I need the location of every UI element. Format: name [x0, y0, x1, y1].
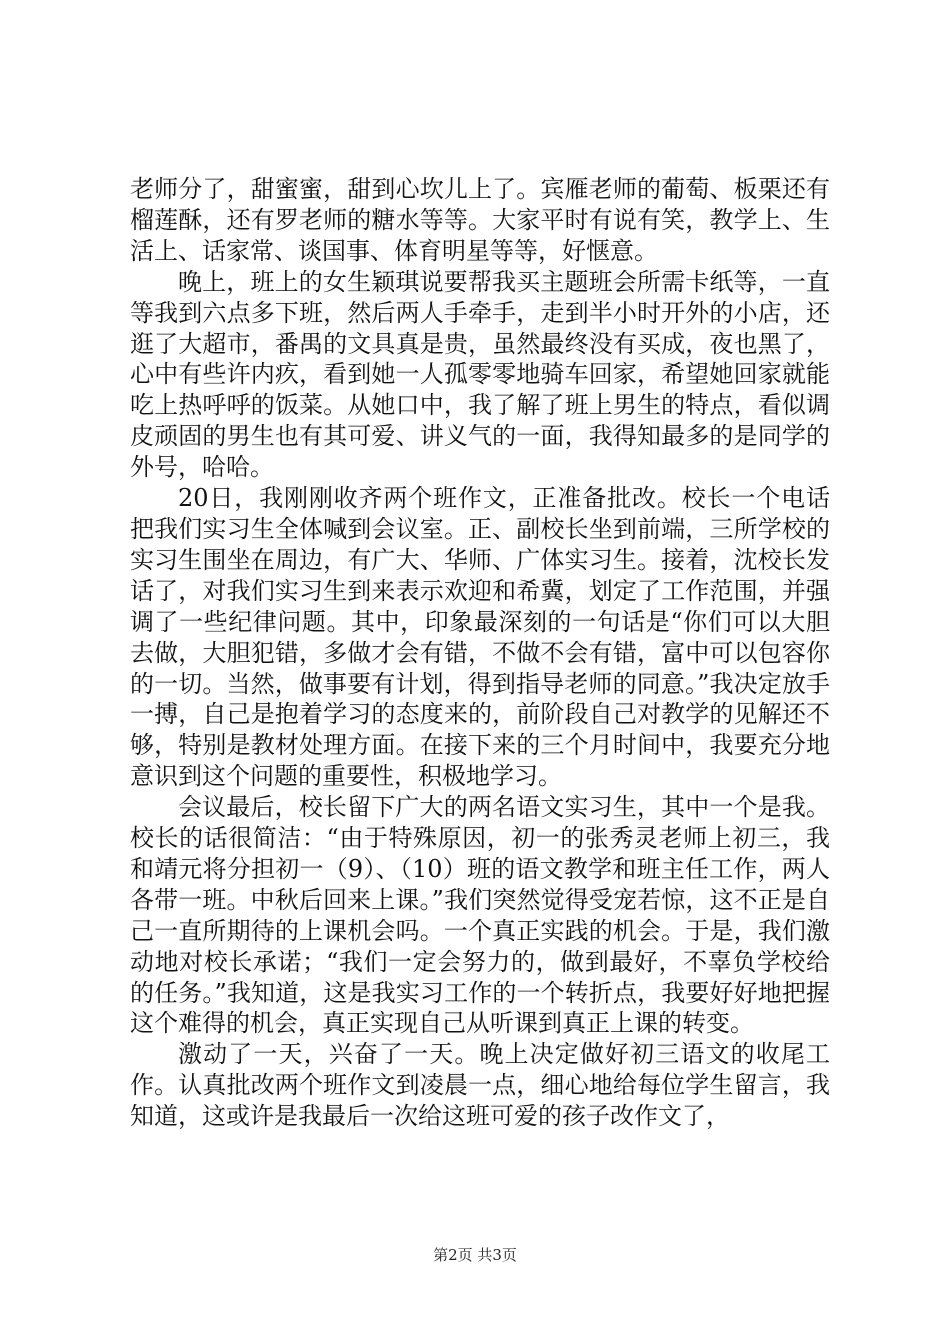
paragraph-continued: 老师分了，甜蜜蜜，甜到心坎儿上了。宾雁老师的葡萄、板栗还有榴莲酥，还有罗老师的糖水等等。大家平时有说有笑，教学上、生活上、话家常、谈国事、体育明星等等，好惬意。	[130, 175, 830, 265]
page-number-footer: 第2页 共3页	[433, 1246, 517, 1264]
paragraph-evening: 晚上，班上的女生颖琪说要帮我买主题班会所需卡纸等，一直等我到六点多下班，然后两人手牵手，走到半小时开外的小店，还逛了大超市，番禺的文具真是贵，虽然最终没有买成，夜也黑了，心中有些许内疚，看到她一人孤零零地骑车回家，希望她回家就能吃上热呼呼的饭菜。从她口中，我了解了班上男生的特点，看似调皮顽固的男生也有其可爱、讲义气的一面，我得知最多的是同学的外号，哈哈。	[130, 267, 830, 482]
paragraph-principal: 会议最后，校长留下广大的两名语文实习生，其中一个是我。校长的话很简洁：“由于特殊原因，初一的张秀灵老师上初三，我和靖元将分担初一（9）、（10）班的语文教学和班主任工作，两人各带一班。中秋后回来上课。”我们突然觉得受宠若惊，这不正是自己一直所期待的上课机会吗。一个真正实践的机会。于是，我们激动地对校长承诺；“我们一定会努力的，做到最好，不辜负学校给的任务。”我知道，这是我实习工作的一个转折点，我要好好地把握这个难得的机会，真正实现自己从听课到真正上课的转变。	[130, 793, 830, 1038]
paragraph-meeting: 20日，我刚刚收齐两个班作文，正准备批改。校长一个电话把我们实习生全体喊到会议室。正、副校长坐到前端，三所学校的实习生围坐在周边，有广大、华师、广体实习生。接着，沈校长发话了，对我们实习生到来表示欢迎和希冀，划定了工作范围，并强调了一些纪律问题。其中，印象最深刻的一句话是“你们可以大胆去做，大胆犯错，多做才会有错，不做不会有错，富中可以包容你的一切。当然，做事要有计划，得到指导老师的同意。”我决定放手一搏，自己是抱着学习的态度来的，前阶段自己对教学的见解还不够，特别是教材处理方面。在接下来的三个月时间中，我要充分地意识到这个问题的重要性，积极地学习。	[130, 484, 830, 791]
paragraph-excited: 激动了一天，兴奋了一天。晚上决定做好初三语文的收尾工作。认真批改两个班作文到凌晨一点，细心地给每位学生留言，我知道，这或许是我最后一次给这班可爱的孩子改作文了，	[130, 1040, 830, 1131]
body-text	[130, 174, 830, 1132]
